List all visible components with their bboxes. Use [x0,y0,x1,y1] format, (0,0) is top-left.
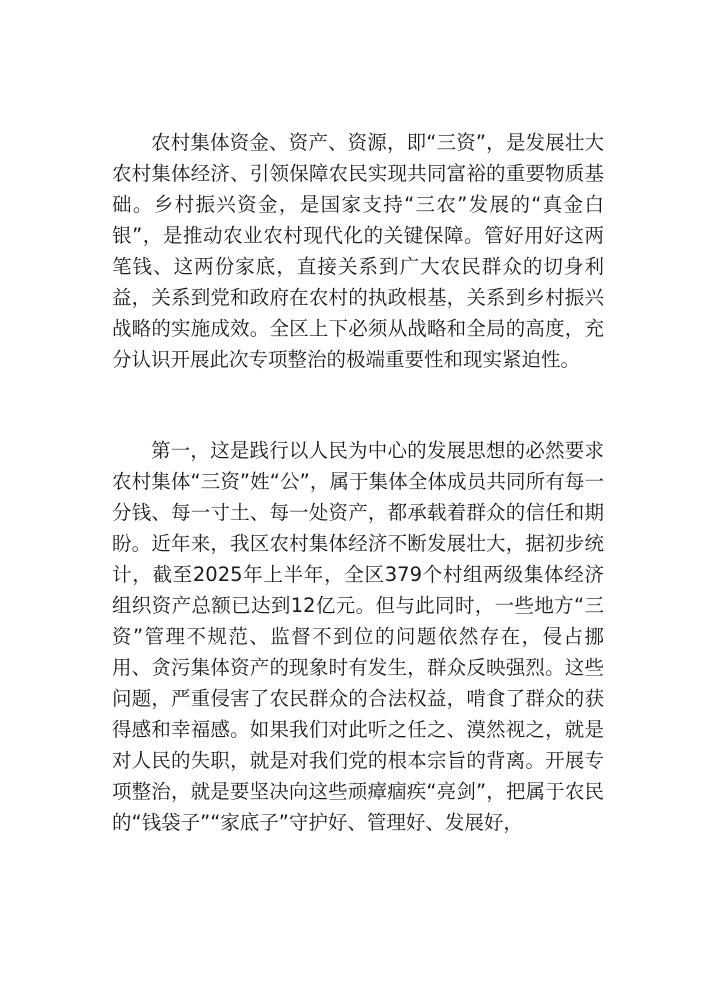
paragraph-1 [112,127,604,375]
paragraph-text: 第一，这是践行以人民为中心的发展思想的必然要求农村集体“三资”姓“公”，属于集体全体成员共同所有每一分钱、每一寸土、每一处资产，都承载着群众的信任和期盼。近年来，我区农村集体经济不断发展壮大，据初步统计，截至2025年上半年，全区379个村组两级集体经济组织资产总额已达到12亿元。但与此同时，一些地方“三资”管理不规范、监督不到位的问题依然存在，侵占挪用、贪污集体资产的现象时有发生，群众反映强烈。这些问题，严重侵害了农民群众的合法权益，啃食了群众的获得感和幸福感。如果我们对此听之任之、漠然视之，就是对人民的失职，就是对我们党的根本宗旨的背离。开展专项整治，就是要坚决向这些顽瘴痼疾“亮剑”，把属于农民的“钱袋子”“家底子”守护好、管理好、发展好， [112,439,604,834]
paragraph-2 [112,435,604,838]
paragraph-text: 农村集体资金、资产、资源，即“三资”，是发展壮大农村集体经济、引领保障农民实现共同富裕的重要物质基础。乡村振兴资金，是国家支持“三农”发展的“真金白银”，是推动农业农村现代化的关键保障。管好用好这两笔钱、这两份家底，直接关系到广大农民群众的切身利益，关系到党和政府在农村的执政根基，关系到乡村振兴战略的实施成效。全区上下必须从战略和全局的高度，充分认识开展此次专项整治的极端重要性和现实紧迫性。 [112,131,604,371]
